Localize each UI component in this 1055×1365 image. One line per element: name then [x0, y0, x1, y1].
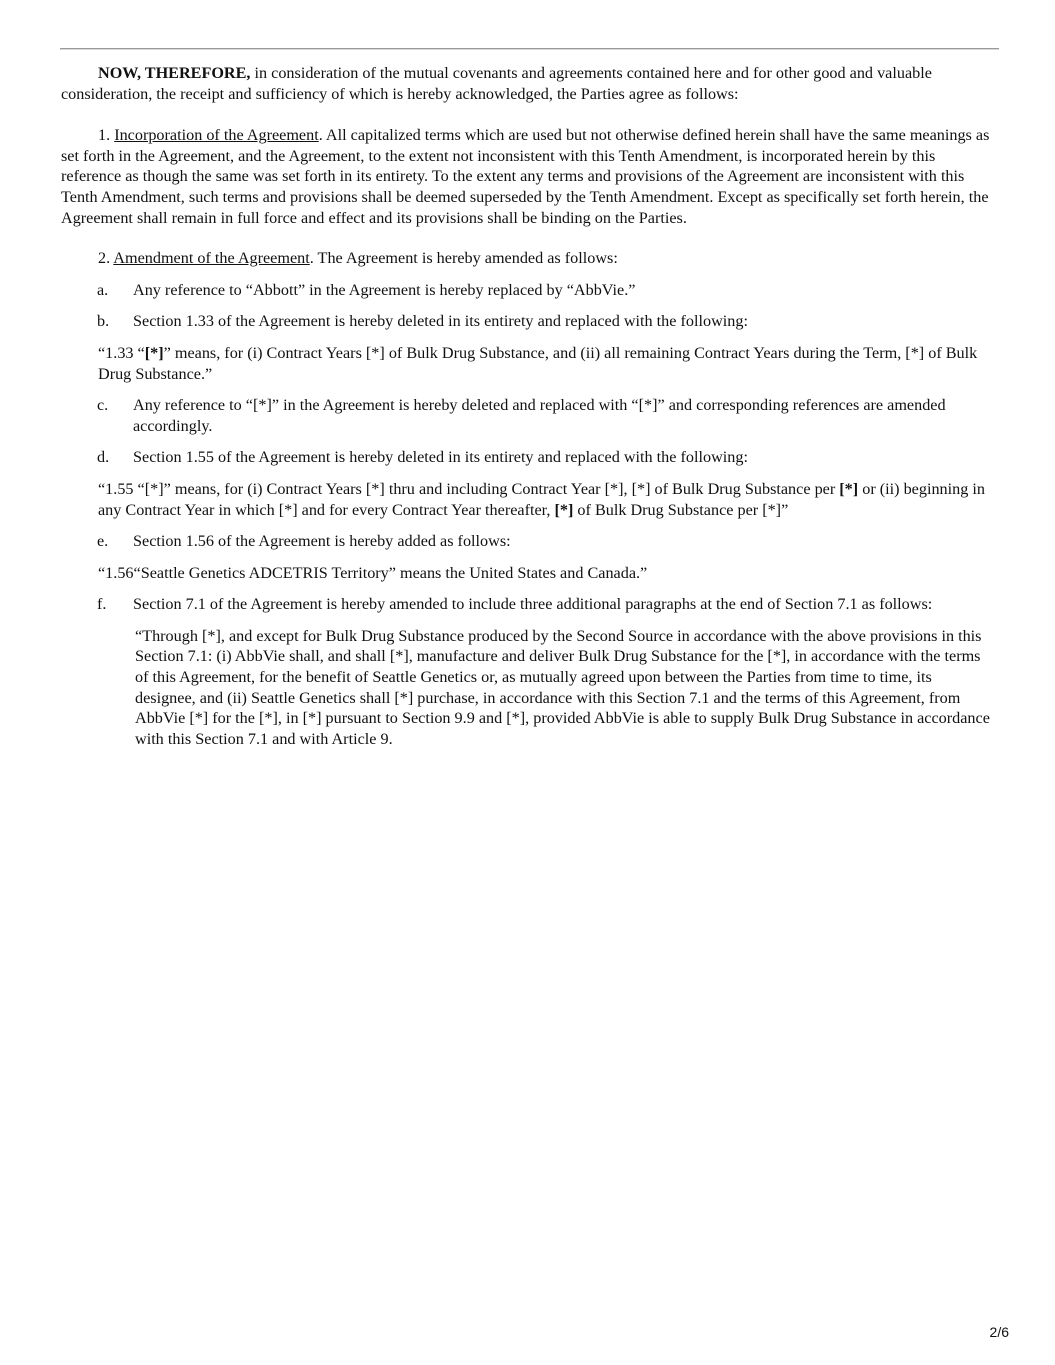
section-1-text: . All capitalized terms which are used but not otherwise defined herein shall have the same meanings as set forth in the Agreement, and the Agreement, to the extent not inconsistent with this Tenth Amendment, is incorporated herein by this reference as though the same was set forth in its entirety. To the extent any terms and provisions of the Agreement are inconsistent with this Tenth Amendment, such terms and provisions shall be deemed superseded by the Tenth Amendment. Except as specifically set forth herein, the Agreement shall remain in full force and effect and its provisions shall be binding on the Parties.: [61, 126, 990, 227]
item-b-text: Section 1.33 of the Agreement is hereby deleted in its entirety and replaced with the following:: [133, 312, 748, 331]
quote-1-55-part1: “1.55 “[*]” means, for (i) Contract Years [*] thru and including Contract Year [*], [*] of Bulk Drug Substance per: [98, 479, 840, 498]
item-c-text: Any reference to “[*]” in the Agreement is hereby deleted and replaced with “[*]” and corresponding references are amended accordingly.: [133, 396, 946, 435]
quote-1-33-post: ” means, for (i) Contract Years [*] of Bulk Drug Substance, and (ii) all remaining Contract Years during the Term, [*] of Bulk Drug Substance.”: [98, 343, 978, 383]
item-e-text: Section 1.56 of the Agreement is hereby added as follows:: [133, 532, 511, 551]
quote-1-55-part3: of Bulk Drug Substance per [*]”: [573, 500, 789, 519]
section-2-paragraph: [61, 248, 996, 269]
page-number: 2/6: [989, 1324, 1009, 1340]
amendment-item-c: [61, 395, 996, 436]
item-b-label: b.: [97, 312, 110, 331]
item-a-text: Any reference to “Abbott” in the Agreement is hereby replaced by “AbbVie.”: [133, 280, 636, 299]
section-1-paragraph: [61, 125, 996, 228]
intro-lead: NOW, THEREFORE,: [98, 64, 251, 82]
item-d-text: Section 1.55 of the Agreement is hereby deleted in its entirety and replaced with the following:: [133, 448, 748, 467]
top-divider: [60, 48, 999, 50]
intro-text: in consideration of the mutual covenants and agreements contained here and for other good and valuable consideration, the receipt and sufficiency of which is hereby acknowledged, the Parties agree as follows:: [61, 64, 932, 103]
quote-1-33-pre: “1.33 “: [98, 343, 145, 362]
section-2-heading: Amendment of the Agreement: [113, 249, 310, 268]
section-2-text: . The Agreement is hereby amended as follows:: [309, 249, 618, 268]
item-f-label: f.: [97, 595, 107, 614]
item-a-label: a.: [97, 280, 109, 299]
amendment-item-b: [61, 311, 996, 332]
section-1-heading: Incorporation of the Agreement: [114, 126, 319, 145]
item-d-label: d.: [97, 448, 110, 467]
section-2-number: 2.: [98, 249, 114, 268]
section-1-number: 1.: [98, 126, 115, 145]
quote-1-55-part2: or (ii) beginning in any Contract Year in which [*] and for every Contract Year thereafter,: [98, 479, 985, 519]
amendment-item-a: [61, 280, 996, 301]
quote-1-55-bold2: [*]: [554, 500, 574, 519]
item-c-label: c.: [97, 396, 109, 415]
quote-1-33: [61, 343, 996, 384]
quote-1-55-bold1: [*]: [839, 479, 859, 498]
intro-paragraph: [61, 63, 996, 104]
item-f-text: Section 7.1 of the Agreement is hereby amended to include three additional paragraphs at the end of Section 7.1 as follows:: [133, 595, 933, 614]
item-e-label: e.: [97, 532, 109, 551]
quote-1-55: [61, 479, 996, 520]
amendment-item-d: [61, 447, 996, 468]
quote-1-56: “1.56“Seattle Genetics ADCETRIS Territory” means the United States and Canada.”: [98, 563, 648, 582]
amendment-item-f: [61, 594, 996, 615]
quote-1-33-bold: [*]: [144, 343, 164, 362]
quote-7-1: “Through [*], and except for Bulk Drug Substance produced by the Second Source in accordance with the above provisions in this Section 7.1: (i) AbbVie shall, and shall [*], manufacture and deliver Bulk Drug Substance for the [*], in accordance with the terms of this Agreement, for the benefit of Seattle Genetics or, as mutually agreed upon between the Parties from time to time, its designee, and (ii) Seattle Genetics shall [*] purchase, in accordance with this Section 7.1 and the terms of this Agreement, from AbbVie [*] for the [*], in [*] pursuant to Section 9.9 and [*], provided AbbVie is able to supply Bulk Drug Substance in accordance with this Section 7.1 and with Article 9.: [135, 626, 990, 748]
amendment-item-e: [61, 531, 996, 552]
document-body: [61, 63, 996, 749]
